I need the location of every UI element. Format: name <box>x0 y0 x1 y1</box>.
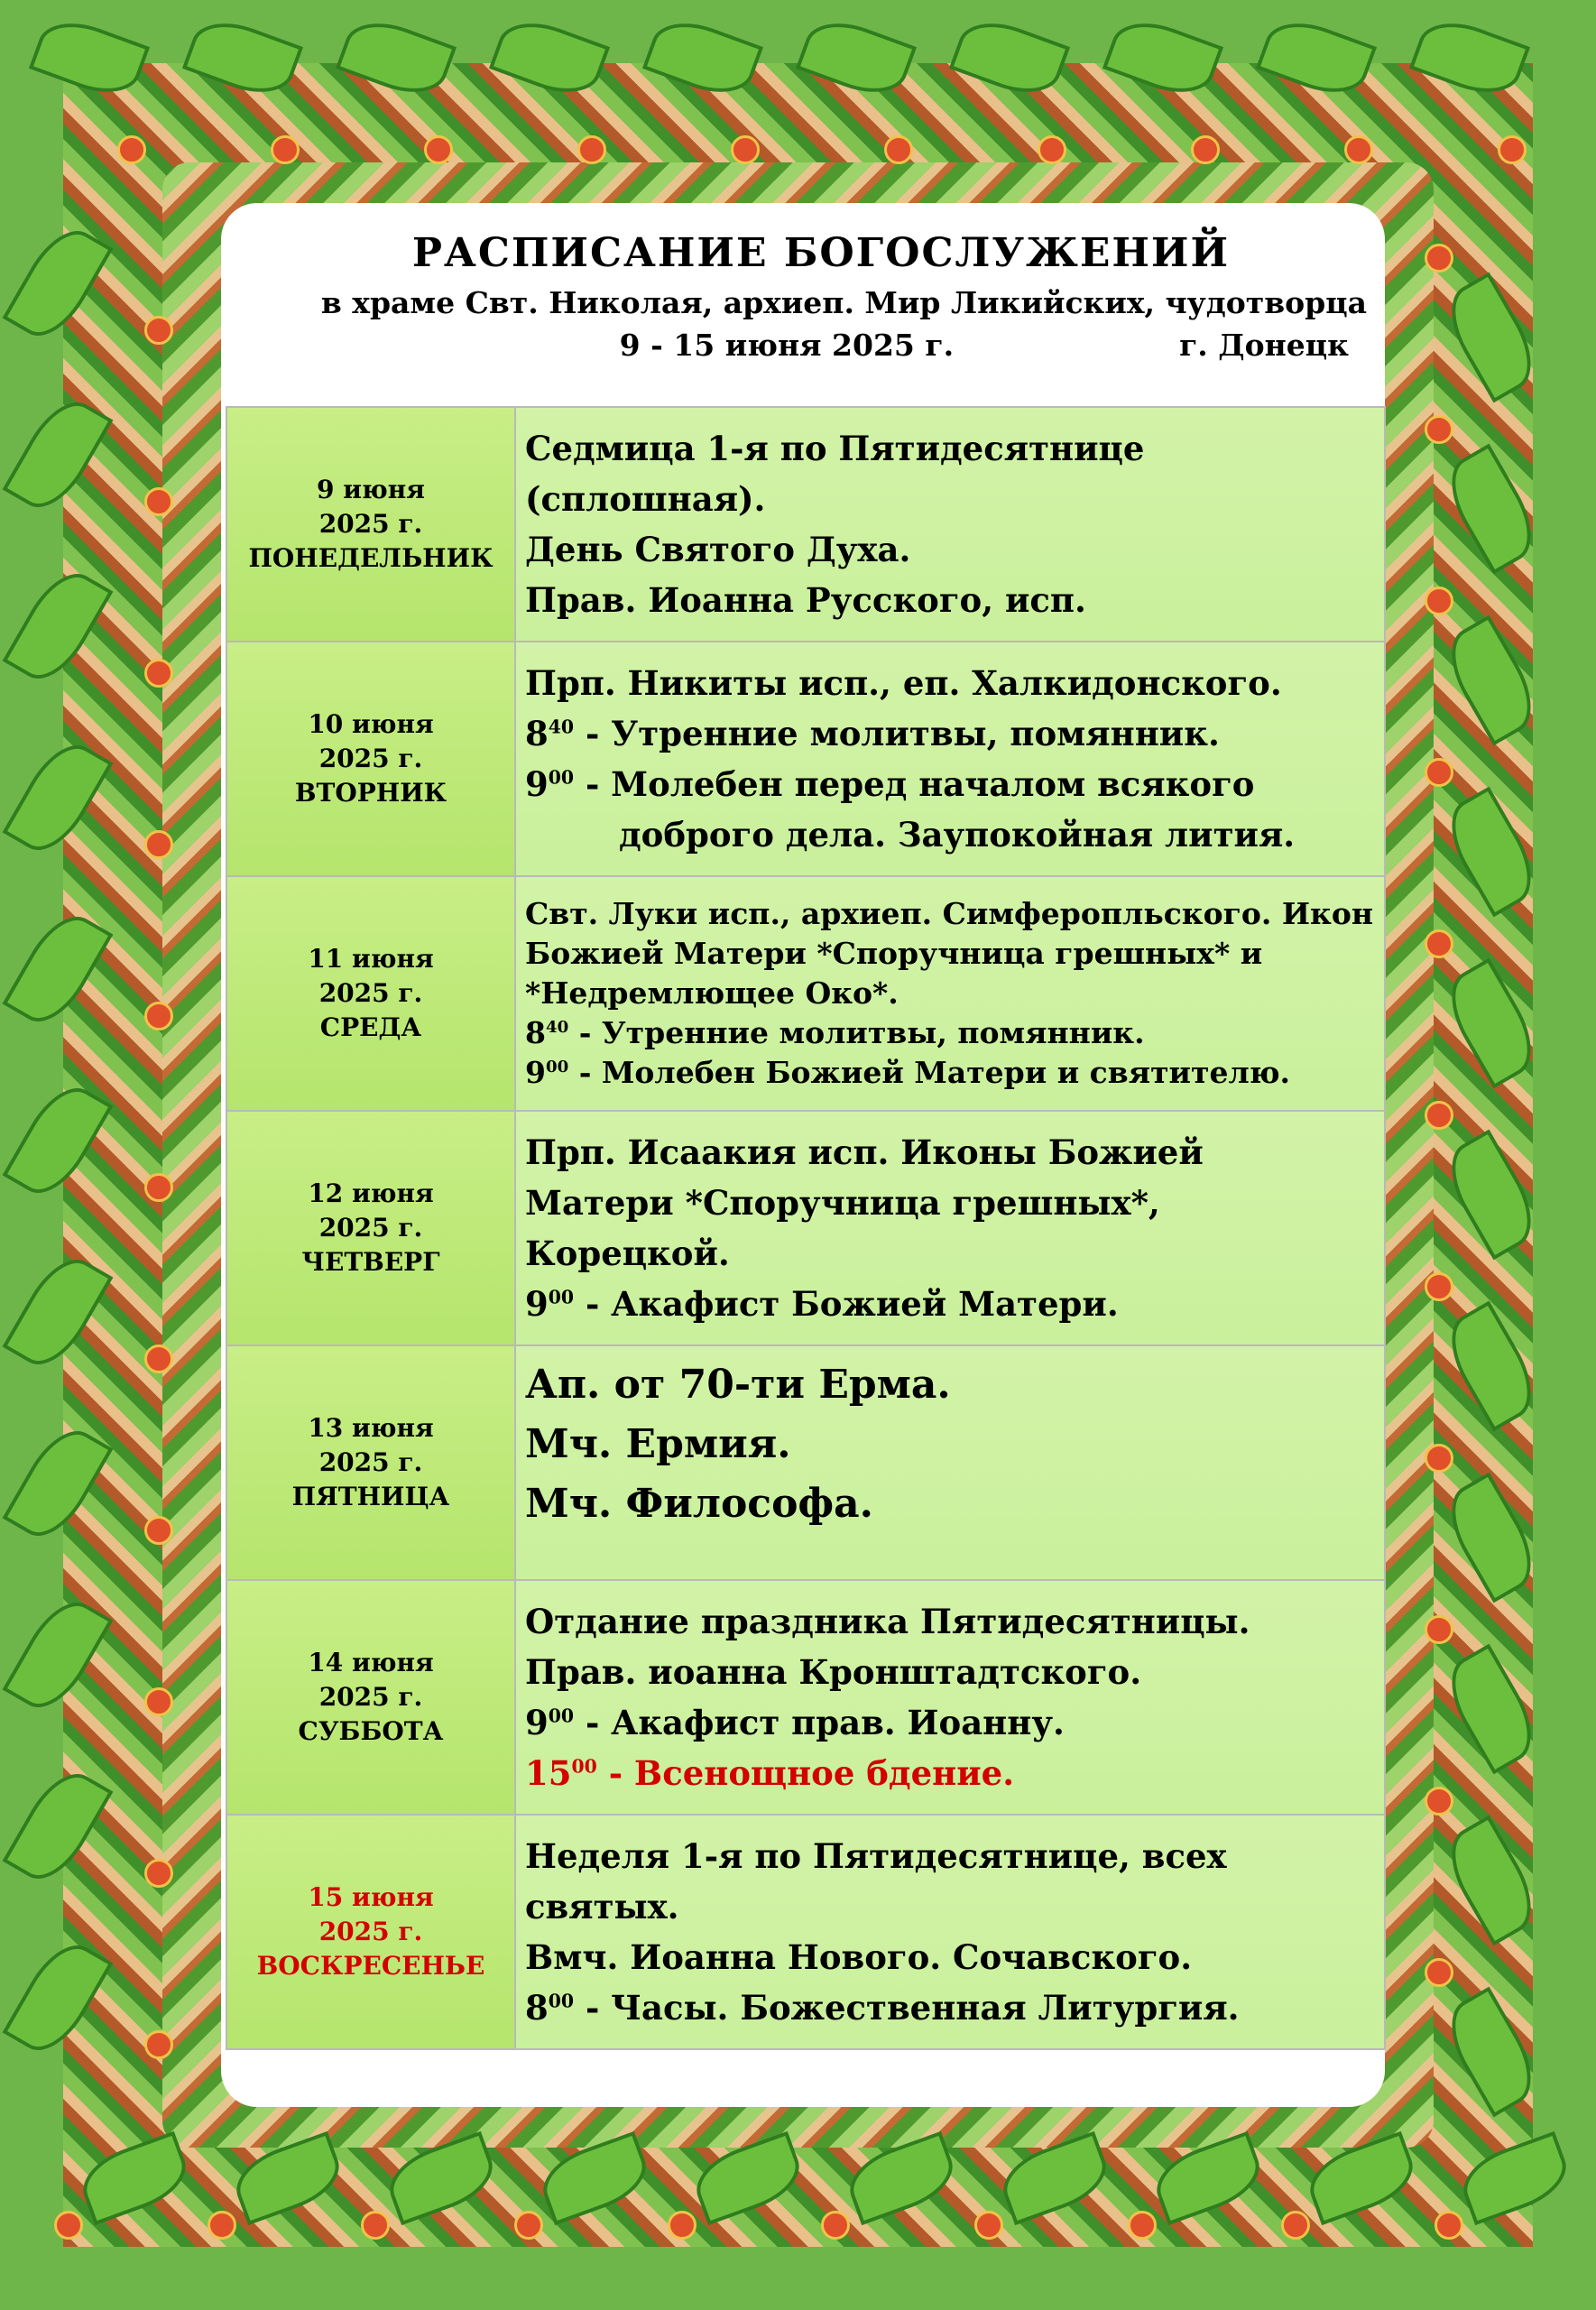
time-text: - Утренние молитвы, помянник. <box>574 714 1220 753</box>
time-line <box>525 1748 1375 1798</box>
berry-ornament <box>1425 1615 1453 1644</box>
year: 2025 г. <box>318 978 423 1008</box>
berry-ornament <box>1191 135 1220 164</box>
header <box>221 230 1385 363</box>
info-cell <box>515 1815 1385 2049</box>
berry-ornament <box>514 2211 543 2240</box>
info-line: Мч. Ермия. <box>525 1421 791 1467</box>
year: 2025 г. <box>318 1447 423 1477</box>
info-cell <box>515 1345 1385 1580</box>
date-cell <box>226 642 515 876</box>
time-hour: 15 <box>525 1753 572 1793</box>
info-line: Отдание праздника Пятидесятницы. <box>525 1602 1250 1641</box>
berry-ornament <box>1281 2211 1310 2240</box>
table-row <box>226 642 1385 876</box>
info-cell <box>515 876 1385 1111</box>
berry-ornament <box>144 316 173 345</box>
berry-ornament <box>144 487 173 516</box>
time-min: 00 <box>545 1058 569 1076</box>
time-hour: 9 <box>525 764 549 804</box>
time-text: - Акафист прав. Иоанну. <box>574 1703 1065 1742</box>
berry-ornament <box>1425 1101 1453 1130</box>
year: 2025 г. <box>318 1917 423 1946</box>
year: 2025 г. <box>318 1213 423 1243</box>
table-row <box>226 876 1385 1111</box>
day: 10 июня <box>308 709 434 739</box>
info-line: Прав. Иоанна Русского, исп. <box>525 580 1086 620</box>
berry-ornament <box>144 1002 173 1030</box>
weekday: ЧЕТВЕРГ <box>301 1247 440 1277</box>
info-line: Прп. Никиты исп., еп. Халкидонского. <box>525 663 1282 703</box>
berry-ornament <box>731 135 760 164</box>
berry-ornament <box>144 1516 173 1545</box>
berry-ornament <box>117 135 146 164</box>
info-line: Мч. Философа. <box>525 1481 873 1527</box>
schedule-table <box>226 406 1386 2050</box>
day: 14 июня <box>308 1648 434 1677</box>
berry-ornament <box>144 830 173 859</box>
info-line: Вмч. Иоанна Нового. Сочавского. <box>525 1937 1193 1977</box>
weekday: СРЕДА <box>319 1012 422 1042</box>
time-line <box>525 1053 1375 1093</box>
time-hour: 8 <box>525 1015 546 1050</box>
berry-ornament <box>884 135 913 164</box>
berry-ornament <box>271 135 300 164</box>
info-cell <box>515 642 1385 876</box>
berry-ornament <box>361 2211 390 2240</box>
berry-ornament <box>1425 929 1453 958</box>
info-line: Неделя 1-я по Пятидесятнице, всех <box>525 1836 1227 1876</box>
day: 12 июня <box>308 1178 434 1208</box>
info-line: Корецкой. <box>525 1234 730 1273</box>
berry-ornament <box>974 2211 1003 2240</box>
berry-ornament <box>144 1687 173 1716</box>
weekday: ВОСКРЕСЕНЬЕ <box>256 1951 485 1981</box>
berry-ornament <box>1498 135 1527 164</box>
berry-ornament <box>1425 1444 1453 1473</box>
berry-ornament <box>1425 1958 1453 1987</box>
table-row <box>226 1345 1385 1580</box>
time-hour: 8 <box>525 1988 549 2028</box>
info-cell <box>515 1580 1385 1815</box>
time-min: 00 <box>548 1286 575 1308</box>
date-cell <box>226 1580 515 1815</box>
weekday: ВТОРНИК <box>294 778 447 808</box>
info-line: доброго дела. Заупокойная лития. <box>619 815 1296 855</box>
berry-ornament <box>668 2211 697 2240</box>
weekday: ПОНЕДЕЛЬНИК <box>248 543 494 573</box>
time-text: - Утренние молитвы, помянник. <box>568 1015 1145 1050</box>
year: 2025 г. <box>318 744 423 773</box>
time-hour: 8 <box>525 714 549 753</box>
time-text: - Молебен перед началом всякого <box>574 764 1255 804</box>
berry-ornament <box>577 135 606 164</box>
time-hour: 9 <box>525 1055 546 1090</box>
time-line <box>525 1013 1375 1053</box>
berry-ornament <box>821 2211 850 2240</box>
time-line <box>525 759 1375 809</box>
info-line: Ап. от 70-ти Ерма. <box>525 1362 951 1408</box>
table-row <box>226 1111 1385 1345</box>
info-cell <box>515 407 1385 642</box>
time-hour: 9 <box>525 1284 549 1324</box>
berry-ornament <box>144 1859 173 1888</box>
berry-ornament <box>1128 2211 1157 2240</box>
info-line: *Недремлющее Око*. <box>525 975 899 1011</box>
berry-ornament <box>144 659 173 688</box>
time-hour: 9 <box>525 1703 549 1742</box>
info-line: Седмица 1-я по Пятидесятнице <box>525 429 1145 468</box>
berry-ornament <box>144 1173 173 1202</box>
berry-ornament <box>1344 135 1373 164</box>
weekday: СУББОТА <box>298 1716 444 1746</box>
day: 9 июня <box>317 475 425 504</box>
info-line: Матери *Споручница грешных*, <box>525 1183 1160 1223</box>
time-text: - Часы. Божественная Литургия. <box>574 1988 1240 2028</box>
berry-ornament <box>1425 244 1453 273</box>
berry-ornament <box>424 135 453 164</box>
berry-ornament <box>1435 2211 1463 2240</box>
day: 11 июня <box>308 944 434 974</box>
berry-ornament <box>144 1344 173 1373</box>
time-min: 40 <box>545 1018 569 1037</box>
date-range: 9 - 15 июня 2025 г. <box>619 328 955 363</box>
day: 13 июня <box>308 1413 434 1443</box>
time-text: - Всенощное бдение. <box>596 1753 1015 1793</box>
info-line: Свт. Луки исп., архиеп. Симферопльского. Икон <box>525 896 1374 931</box>
church-subtitle: в храме Свт. Николая, архиеп. Мир Ликийских, чудотворца <box>320 285 1367 320</box>
info-line: Прп. Исаакия исп. Иконы Божией <box>525 1132 1204 1172</box>
time-min: 00 <box>548 1990 575 2012</box>
date-cell <box>226 1111 515 1345</box>
weekday: ПЯТНИЦА <box>291 1482 450 1511</box>
time-text: - Молебен Божией Матери и святителю. <box>568 1055 1291 1090</box>
berry-ornament <box>1425 587 1453 615</box>
date-cell <box>226 876 515 1111</box>
info-line: (сплошная). <box>525 479 766 519</box>
berry-ornament <box>1425 1272 1453 1301</box>
time-min: 00 <box>548 1705 575 1727</box>
info-line: Божией Матери *Споручница грешных* и <box>525 936 1263 971</box>
city: г. Донецк <box>1179 328 1349 363</box>
time-line <box>525 1697 1375 1748</box>
info-cell <box>515 1111 1385 1345</box>
berry-ornament <box>1425 758 1453 787</box>
time-line <box>525 1982 1375 2033</box>
berry-ornament <box>1425 1787 1453 1816</box>
date-cell <box>226 1815 515 2049</box>
dateline <box>221 328 1385 363</box>
table-row <box>226 1815 1385 2049</box>
info-line: Прав. иоанна Кронштадтского. <box>525 1652 1142 1692</box>
berry-ornament <box>1425 415 1453 444</box>
year: 2025 г. <box>318 509 423 539</box>
time-min: 00 <box>571 1755 597 1778</box>
berry-ornament <box>54 2211 83 2240</box>
time-min: 40 <box>548 716 575 738</box>
time-min: 00 <box>548 766 575 789</box>
time-line <box>525 708 1375 759</box>
time-line <box>525 1279 1375 1329</box>
page-title: РАСПИСАНИЕ БОГОСЛУЖЕНИЙ <box>411 230 1231 276</box>
table-row <box>226 1580 1385 1815</box>
day: 15 июня <box>308 1882 434 1912</box>
date-cell <box>226 407 515 642</box>
info-line: День Святого Духа. <box>525 530 911 569</box>
berry-ornament <box>208 2211 236 2240</box>
berry-ornament <box>144 2030 173 2059</box>
year: 2025 г. <box>318 1682 423 1712</box>
date-cell <box>226 1345 515 1580</box>
time-text: - Акафист Божией Матери. <box>574 1284 1119 1324</box>
table-row <box>226 407 1385 642</box>
berry-ornament <box>1038 135 1066 164</box>
info-line: святых. <box>525 1887 679 1927</box>
